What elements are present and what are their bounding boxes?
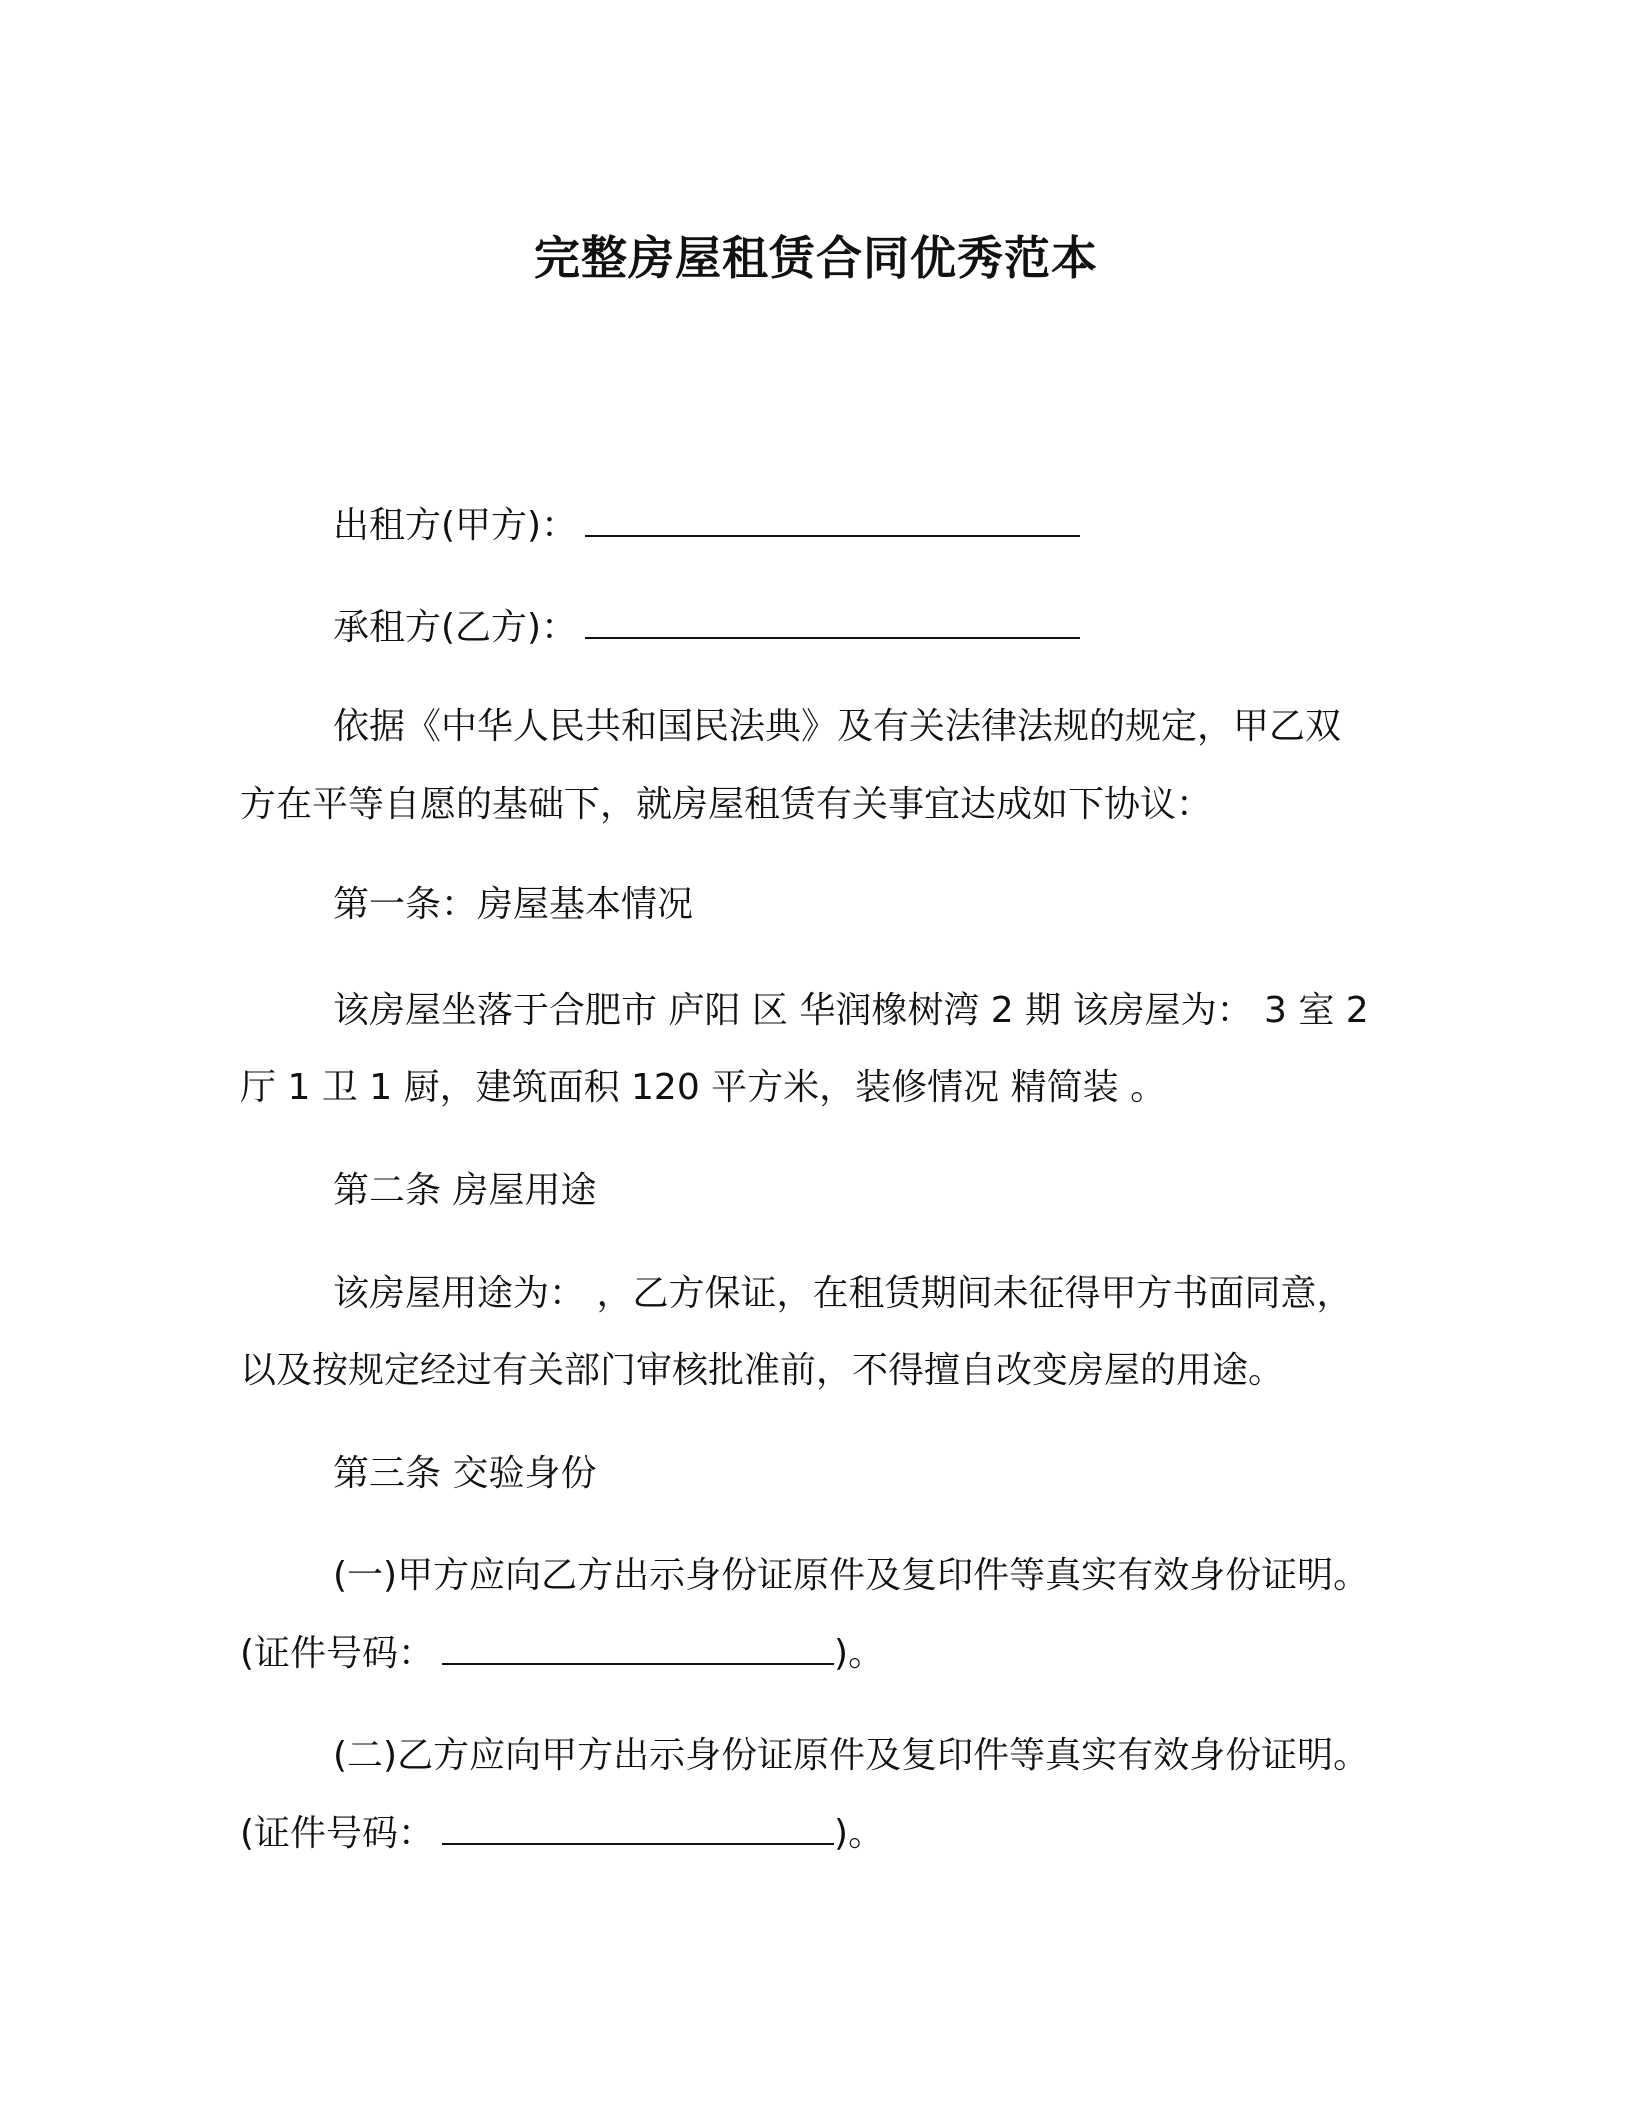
document-title: 完整房屋租赁合同优秀范本	[534, 231, 1098, 285]
article3-item1-line-1: (一)甲方应向乙方出示身份证原件及复印件等真实有效身份证明。	[333, 1555, 1370, 1596]
article2-line-1: 该房屋用途为： ，乙方保证，在租赁期间未征得甲方书面同意，	[333, 1273, 1353, 1314]
preamble-line-1: 依据《中华人民共和国民法典》及有关法律法规的规定，甲乙双	[333, 706, 1342, 747]
article2-line-2: 以及按规定经过有关部门审核批准前，不得擅自改变房屋的用途。	[240, 1350, 1285, 1391]
lessee-line	[333, 607, 1080, 648]
lessor-label: 出租方(甲方)：	[333, 505, 578, 546]
lessee-blank[interactable]	[585, 637, 1080, 639]
article3-item1-id-line	[240, 1633, 885, 1674]
lessee-label: 承租方(乙方)：	[333, 607, 578, 648]
article3-heading: 第三条 交验身份	[333, 1453, 597, 1494]
lessor-line	[333, 505, 1080, 546]
preamble-line-2: 方在平等自愿的基础下，就房屋租赁有关事宜达成如下协议：	[240, 784, 1213, 825]
id-number-label: (证件号码：	[240, 1813, 435, 1854]
article1-heading: 第一条：房屋基本情况	[333, 884, 694, 925]
id-number-suffix: )。	[834, 1813, 885, 1854]
article3-item2-id-line	[240, 1813, 885, 1854]
id-number-suffix: )。	[834, 1633, 885, 1674]
article2-heading: 第二条 房屋用途	[333, 1170, 597, 1211]
article1-line-1: 该房屋坐落于合肥市 庐阳 区 华润橡树湾 2 期 该房屋为： 3 室 2	[333, 990, 1369, 1031]
article1-line-2: 厅 1 卫 1 厨，建筑面积 120 平方米，装修情况 精简装 。	[240, 1067, 1167, 1108]
lessor-blank[interactable]	[585, 535, 1080, 537]
id-number-label: (证件号码：	[240, 1633, 435, 1674]
id-number-blank-2[interactable]	[442, 1843, 834, 1845]
article3-item2-line-1: (二)乙方应向甲方出示身份证原件及复印件等真实有效身份证明。	[333, 1735, 1370, 1776]
id-number-blank-1[interactable]	[442, 1663, 834, 1665]
